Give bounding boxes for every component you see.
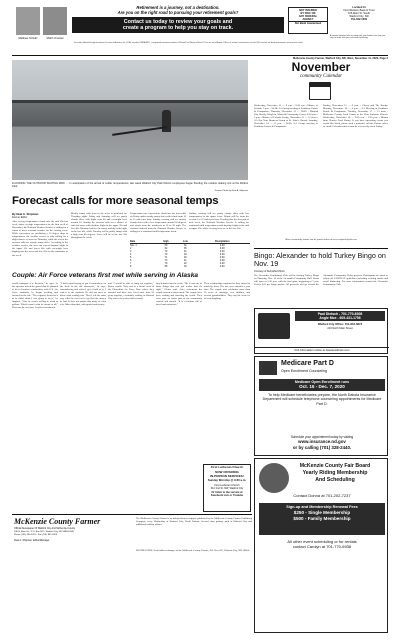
church-line-3: Sunday Worship @ 9:30 a.m. (207, 478, 247, 483)
table-cell: 40 (183, 256, 187, 259)
masthead-staff: Neal A. Shipman, Editor/Manager (14, 539, 50, 542)
skating-rink-photo (12, 60, 248, 180)
bingo-byline: Courtesy of Submitted Photo (254, 270, 285, 273)
fdic-line-1: NOT INSURED (299, 9, 317, 12)
couple-headline: Couple: Air Force veterans first met while serving in Alaska (12, 272, 199, 279)
rink-hose (112, 126, 167, 136)
location-block (330, 6, 388, 21)
table-cell: 0.00 (219, 250, 225, 253)
forecast-col-1: After seeing temperatures climb into the mid 60s last week, above average temperatures for the first week of November, the National Weather Service is calling for a return of more seasonal weather for the coming week. While forecasters are predicting a 20 degree drop in temperatures, the weather service is only calling for a slight chance of snow on Thursday, while the rest of the forecast calls for mostly sunny skies. According to the weather service, the area can expect daytime highs in the upper 30s and lower 40s with overnight lows dipping into the teens and low 20s for the remainder of the week. (12, 220, 68, 257)
fdic-line-4: AGENCY (302, 18, 314, 22)
masthead-legal: The McKenzie County Farmer is an independent newspaper published by the McKenzie County Farmer Publishing Company every Wednesday at Watford City, North Dakota. Second class postage paid at Watford City and additional mailing offices. (136, 517, 252, 527)
calendar-title: November (291, 60, 351, 74)
banner-line-1: Retirement is a journey, not a destination. (136, 5, 220, 10)
masthead-phone: Phone (701) 444-3321 • Fax (701) 842-6323 (14, 534, 58, 536)
fair-line-1: McKenzie County Fair Board (299, 463, 371, 469)
calendar-footer: More community events can be found online at www.watfordcitynd.com (285, 238, 357, 241)
table-cell: 6 (130, 259, 132, 262)
banner-line-3: Contact us today to review your goals and (123, 18, 233, 25)
medicare-cta: Schedule your appointment today by visiting (290, 435, 354, 439)
table-cell: 60 (164, 244, 168, 247)
table-cell: 73 (164, 259, 168, 262)
table-cell: 41 (183, 250, 187, 253)
forecast-headline: Forecast calls for more seasonal temps (12, 195, 219, 207)
rodeo-line-1: All other event scheduling or for rentals (287, 539, 357, 544)
community-calendar (254, 60, 388, 260)
photo-credit: Farmer Photo by Neal A. Shipman (214, 190, 248, 192)
fdic-line-5: Not Bank Guaranteed (289, 21, 327, 25)
medicare-url[interactable]: www.insurance.nd.gov (298, 439, 346, 444)
table-cell: Nov. 1 (130, 244, 137, 247)
table-cell: 70 (164, 253, 168, 256)
signup-line-3: $500 - Family Membership (293, 516, 351, 522)
table-cell: 70 (164, 262, 168, 265)
medicare-dates: Oct. 15 - Dec. 7, 2020 (299, 384, 345, 390)
church-title: First Lutheran Church (210, 465, 244, 469)
table-cell: 41 (183, 259, 187, 262)
couple-col-3: and "I would be able to hang out together," Karen recalls. They met at a social event at the Elmendorf Air Force Base where they married and have now lived more than 50 years together, eventually settling in Watford City where they raised their family. (108, 282, 154, 301)
forecast-col-3: Temperatures are expected to climb into the lower 40s on Friday under mostly sunny skies with winds from 10 to 15 miles per hour. Sunday evening will see mostly cloudy skies with a low temperature around 16 degrees and winds from the northwest at 10 to 20 mph. The seasonal outlook from the National Weather Service is calling for a continued mild temperature trend. (130, 212, 186, 234)
table-cell: 0.00 (219, 259, 225, 262)
advisor-photo-left (16, 7, 40, 35)
weather-table (130, 240, 250, 270)
church-line-2: IN-PERSON SERVICES! (210, 473, 244, 478)
table-cell: 2 (130, 247, 132, 250)
signup-box (259, 503, 385, 535)
church-line-1: NOW OFFERING (215, 469, 239, 474)
medicare-body: To help Medicare beneficiaries prepare, the North Dakota Insurance Department will schedule telephone counseling appointments for Medicare Part D. (262, 393, 382, 406)
couple-col-1: would transport it to Reunion," he says. As the operator mixed the gravel that he planned to do to location construction with U.S. Air Force contracts, he began working and focused on the site. "The engineer looked at it as he didn't think I was going to do it," he laughed. "Like he wasn't willing to work in gallons. Which wasn't what he meant at all." That was the one time I really remembered. (12, 282, 58, 310)
table-cell: 43 (183, 253, 187, 256)
photo-caption (12, 182, 248, 190)
forecast-byline: By Neal A. Shipman (12, 212, 39, 216)
weather-header-cell: Date (130, 240, 156, 244)
weather-header-cell: Low (176, 240, 194, 244)
location-line-5: 701-842-1600 (350, 18, 368, 22)
bottom-divider (12, 514, 252, 515)
signup-line-2: $250 - Single Membership (293, 510, 351, 515)
advisor-name-left: Matthew Schultz (18, 37, 38, 40)
bingo-body: The Alexander Community Club will be hosting Turkey Bingo on Thursday, Nov. 19 at the Alexander Community Hall. Doors will open at 5:30 p.m. with the first game beginning at 7 p.m. Cost is $15 per bingo packet. All proceeds will go toward the Alexander Community Club's projects. Participants are asked to follow all COVID-19 guidelines including wearing masks and social distancing. For more information contact the Alexander Community Club. (254, 274, 388, 287)
calendar-right-col: Sunday, November 15 — 6 p.m. - Cherry and The Knotty. Monday, November 16 — 6 p.m. - AA Meeting at Fruitbone Prairie & Companion. Tuesday, November 17 — 12 noon - McKenzie County Food Pantry at the First Lutheran Church. Wednesday, November 18 — 9:30 a.m. - 1:30 p.m. - Manna from Heaven Food Pantry. If you have upcoming events you would like listed, please send a postcard, call the Farmer office or email. Calendar entries must be received by noon Friday. (323, 104, 388, 129)
fdic-notice (288, 7, 328, 34)
page-line: McKenzie County Farmer, Watford City, ND, Wed., November 11, 2020, Page 3 (293, 56, 388, 60)
table-cell: 8 (130, 265, 132, 268)
photo-caption-text: FLOODING THE OUTDOOR SKATING RINK … In anticipation of the arrival of colder temperatures, last week Watford City Park District employees began flooding the outdoor skating rink at the Rollers Park. (12, 182, 248, 189)
rink-worker (162, 110, 171, 132)
table-cell: 0.00 (219, 265, 225, 268)
calendar-left-col: Wednesday, November 11 — 8 a.m. - 8:30 a.m. Alliance of Friends. 7 p.m. - 24-Hr. AA Group meeting at Fruitbone Prairie & Companion. Thursday, November 12 — TOPS - Watford City Weekly Weigh in, Warfield Community Center. 6:30 p.m. - 5 p.m. Alliance of Friends. Friday, November 13 — 12 noon - AA Not Your Business Group at St. John's Church. Saturday, November 14 — 6 p.m. - 24-Hr AA Group meeting at Fruitbone Prairie & Companion. (254, 104, 318, 129)
masthead-title: McKenzie County Farmer (14, 517, 101, 526)
banner-line-4: create a program to help you stay on track. (122, 24, 234, 31)
table-cell: 3 (130, 250, 132, 253)
insurance-name-box (295, 311, 385, 321)
table-cell: 5 (130, 256, 132, 259)
medicare-subtitle: Open Enrollment Counseling (281, 369, 327, 373)
location-line-4: Watford City, ND (349, 15, 369, 19)
masthead-note: POSTMASTER: Send address changes to the McKenzie County Farmer, P.O. Box 587, Watford City, ND 58854. (136, 549, 250, 552)
calendar-icon-header (310, 83, 330, 87)
banner-cta-box (72, 17, 284, 33)
insurance-name: Paul Dietsch - 701-770-8308 (317, 312, 363, 316)
couple-col-2: "I don't mind having to put it somewhere on the shelf in the old classroom," he says, remembering and when I got a hold of it, I read it to the students. He did not need to know what reading was. Then I felt the same way when he went on to say that the money he had. It does not matter that many of what it is. Other than that, with grades and money. (60, 282, 106, 307)
table-cell: 7 (130, 262, 132, 265)
signup-line-1: Sign-up and Membership Renewal Fees (286, 505, 358, 509)
couple-col-4: they'd started for the work. "Oh, it was one of those things that you just realize that it's right," Cletus said. After retirement the couple moved to their ranch. The couple have been visiting and traveling the world. They were once an active part of the community council and church. "It is a lifetime full of travel and memories." (156, 282, 202, 307)
location-line-1: Located At (352, 6, 366, 9)
insurance-address: 210 North Main Street (327, 327, 353, 330)
medicare-period: Medicare Open Enrollment runs (294, 380, 350, 384)
church-line-5: 312 2nd St. NW, Watford City (210, 486, 244, 490)
fair-line-2: Yearly Riding Membership (302, 470, 368, 476)
masthead (12, 517, 252, 635)
fair-line-3: And Scheduling (315, 477, 355, 483)
advisor-photo-right (43, 7, 67, 35)
medicare-title: Medicare Part D (281, 360, 334, 367)
table-cell: 58 (164, 265, 168, 268)
masthead-address: 108 N. Main St. • P.O. Box 587 • Watford City, ND 58854-0587 (14, 531, 75, 533)
medicare-dates-box (259, 379, 385, 391)
insurance-logo (258, 313, 290, 339)
table-cell: 32 (183, 265, 187, 268)
insurance-name-2: Angie Moe - 605-431-1756 (319, 316, 361, 321)
header-strip (12, 5, 388, 53)
forecast-col-4: Sunday evening will see partly cloudy skies with low temperatures in the upper teens. Winds will be from the west at 5 to 10 miles per hour. Heading into the first part of next week, the National Weather Service is calling for continued mild temperatures with daytime highs in the mid to upper 50s, while evening lows are in the low 20s. (189, 212, 249, 231)
fdic-line-3: ANY FEDERAL (298, 15, 318, 19)
weather-header-cell: Precipitation (194, 240, 250, 244)
bingo-headline: Bingo: Alexander to hold Turkey Bingo on Nov. 19 (254, 251, 386, 269)
plan-note: A second financial plan meeting with your banker can help you stay on track with your retirement planning. (330, 35, 386, 40)
retirement-banner (72, 5, 284, 40)
nd-state-icon (259, 361, 277, 375)
fdic-line-2: BY FDIC OR (300, 12, 316, 16)
medicare-phone: or by calling (701) 328-2440. (292, 445, 352, 450)
weather-table-grid (130, 240, 250, 268)
rodeo-line-2: contact Carolyn at 701-770-6938 (292, 544, 352, 549)
weather-header-cell: High (156, 240, 176, 244)
table-cell: 31 (183, 244, 187, 247)
location-line-3: 105 Main St. South (347, 12, 371, 16)
table-cell: 0.00 (219, 256, 225, 259)
table-cell: 71 (164, 256, 168, 259)
table-cell: 0.00 (219, 262, 225, 265)
weather-table-body (130, 244, 250, 269)
masthead-subtitle: Official Newspaper Of Watford City And McKenzie County (14, 527, 76, 530)
banner-line-2: Are you on the right road to pursuing your retirement goals? (117, 10, 239, 15)
disclaimer-text: Securities offered through Investment Centers of America, Inc. (ICA), member FINRA/SIPC, a registered investment adviser. ICA and First Western Bank & Trust are not affiliated. ICA is not a bank. Investments are not FDIC insured, not bank guaranteed, and may lose value. (74, 42, 304, 44)
rink-fence (12, 100, 248, 103)
table-cell: 0.00 (219, 253, 225, 256)
insurance-agency: Watford City Office: 701-842-6973 (317, 322, 363, 326)
calendar-icon (309, 82, 331, 100)
forecast-col-2: Mostly sunny with lows in the teens is predicted for Thursday night. Friday and Saturday will see partly cloudy skies with highs near 40 and overnight lows around 20. Sunday the forecast calls for a chance of rain and snow with daytime highs in the upper 30s and low 40s. Monday looks to be sunny and dry with highs in the low 40s, while Tuesday will be partly sunny with a high near 40 degrees. Lows will be in the low 20s throughout the week. (71, 212, 127, 240)
church-ad (203, 464, 251, 512)
medicare-ad (254, 356, 388, 456)
fair-line-4: Contact Donna at 701-202-7237 (293, 493, 351, 498)
church-line-4: First Lutheran Church (214, 483, 240, 487)
table-cell: 0.00 (219, 244, 225, 247)
calendar-subtitle: community Calendar (299, 74, 343, 79)
insurance-web: Full information online at baseleveltown.com (255, 347, 389, 353)
location-line-2: First Western Bank & Trust (343, 9, 375, 13)
table-row (130, 265, 250, 268)
table-cell: 42 (183, 262, 187, 265)
fair-board-ad (254, 458, 388, 633)
table-cell: 35 (183, 247, 187, 250)
church-line-7: Facebook Live or Youtube (210, 494, 244, 498)
table-cell: 4 (130, 253, 132, 256)
insurance-ad (254, 308, 388, 354)
church-line-6: Or listen to the service at (211, 491, 243, 495)
table-cell: 0.00 (219, 247, 225, 250)
bingo-article (254, 248, 388, 306)
forecast-byline-role: Farmer Editor (12, 215, 28, 219)
table-cell: 72 (164, 250, 168, 253)
advisor-name-right: Shiloh Oneisen (46, 37, 64, 40)
couple-col-5: Their relationship continued as they stayed in touch by letter. The two were married a year later. The couple now celebrates more than 50 years of marriage, two children, and several grandchildren. They say the secret is to keep laughing. (204, 282, 250, 301)
table-cell: 62 (164, 247, 168, 250)
